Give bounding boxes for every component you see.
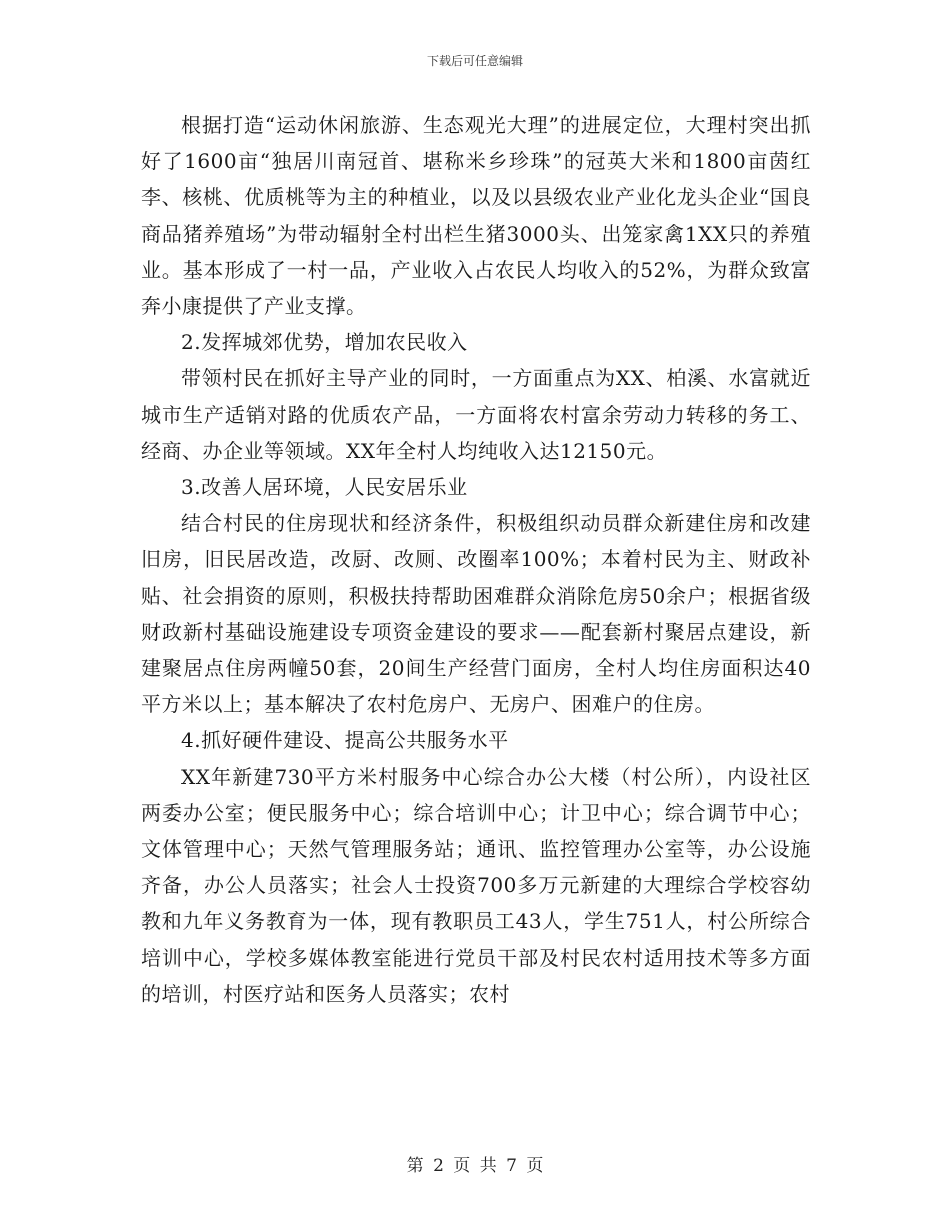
paragraph-income: 带领村民在抓好主导产业的同时，一方面重点为XX、柏溪、水富就近城市生产适销对路的优质农产品，一方面将农村富余劳动力转移的务工、经商、办企业等领域。XX年全村人均纯收入达12150元。 [141,366,811,463]
page-header: 下载后可任意编辑 [426,54,523,68]
section-heading-2: 2.发挥城郊优势，增加农民收入 [181,330,468,355]
page-number: 第 2 页 共 7 页 [406,1156,544,1176]
document-body [141,107,811,1012]
paragraph-housing: 结合村民的住房现状和经济条件，积极组织动员群众新建住房和改建旧房，旧民居改造，改厨、改厕、改圈率100%；本着村民为主、财政补贴、社会捐资的原则，积极扶持帮助困难群众消除危房50余户；根据省级财政新村基础设施建设专项资金建设的要求——配套新村聚居点建设，新建聚居点住房两幢50套，20间生产经营门面房，全村人均住房面积达40平方米以上；基本解决了农村危房户、无房户、困难户的住房。 [141,511,811,717]
paragraph-public-services: XX年新建730平方米村服务中心综合办公大楼（村公所），内设社区两委办公室；便民服务中心；综合培训中心；计卫中心；综合调节中心；文体管理中心；天然气管理服务站；通讯、监控管理办公室等，办公设施齐备，办公人员落实；社会人士投资700多万元新建的大理综合学校容幼教和九年义务教育为一体，现有教职员工43人，学生751人，村公所综合培训中心，学校多媒体教室能进行党员干部及村民农村适用技术等多方面的培训，村医疗站和医务人员落实；农村 [141,764,811,1006]
section-heading-4: 4.抓好硬件建设、提高公共服务水平 [181,728,509,753]
section-heading-3: 3.改善人居环境，人民安居乐业 [181,475,468,500]
paragraph-industry: 根据打造“运动休闲旅游、生态观光大理”的进展定位，大理村突出抓好了1600亩“独居川南冠首、堪称米乡珍珠”的冠英大米和1800亩茵红李、核桃、优质桃等为主的种植业，以及以县级农业产业化龙头企业“国良商品猪养殖场”为带动辐射全村出栏生猪3000头、出笼家禽1XX只的养殖业。基本形成了一村一品，产业收入占农民人均收入的52%，为群众致富奔小康提供了产业支撑。 [141,113,811,319]
